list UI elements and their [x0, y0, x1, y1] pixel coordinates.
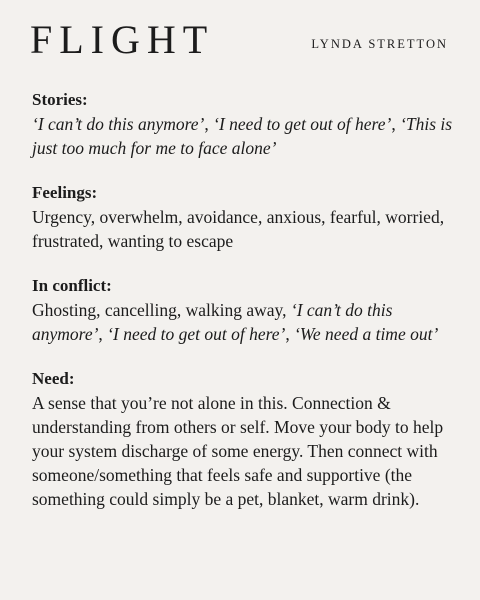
- feelings-text: Urgency, overwhelm, avoidance, anxious, fearful, worried, frustrated, wanting to escape: [32, 207, 445, 251]
- author-name: LYNDA STRETTON: [311, 37, 448, 51]
- feelings-section: [32, 181, 456, 253]
- stories-quote-3: ‘This is just too much for me to face alone’: [32, 114, 453, 158]
- need-heading: Need:: [32, 369, 75, 388]
- page-title: FLIGHT: [30, 17, 215, 62]
- conflict-separator-1: ,: [98, 324, 108, 344]
- conflict-separator-2: ,: [285, 324, 295, 344]
- stories-quote-2: ‘I need to get out of here’: [213, 114, 392, 134]
- stories-text: [32, 112, 456, 160]
- stories-separator-2: ,: [391, 114, 401, 134]
- need-section: [32, 367, 456, 511]
- stories-quote-1: ‘I can’t do this anymore’: [32, 114, 205, 134]
- need-text: A sense that you’re not alone in this. Connection & understanding from others or self. Move your body to help your system discharge of some energy. Then connect with someone/something that feels safe and supportive (the something could simply be a pet, blanket, warm drink).: [32, 393, 444, 509]
- conflict-heading: In conflict:: [32, 276, 112, 295]
- stories-heading: Stories:: [32, 90, 88, 109]
- header: [30, 14, 448, 66]
- conflict-text: [32, 298, 456, 346]
- conflict-quote-1: ‘I can’t do this anymore’: [32, 300, 393, 344]
- stories-separator-1: ,: [204, 114, 214, 134]
- content: [32, 88, 456, 532]
- conflict-lead: Ghosting, cancelling, walking away,: [32, 300, 291, 320]
- stories-section: [32, 88, 456, 160]
- conflict-quote-3: ‘We need a time out’: [294, 324, 439, 344]
- feelings-heading: Feelings:: [32, 183, 98, 202]
- conflict-quote-2: ‘I need to get out of here’: [107, 324, 286, 344]
- conflict-section: [32, 274, 456, 346]
